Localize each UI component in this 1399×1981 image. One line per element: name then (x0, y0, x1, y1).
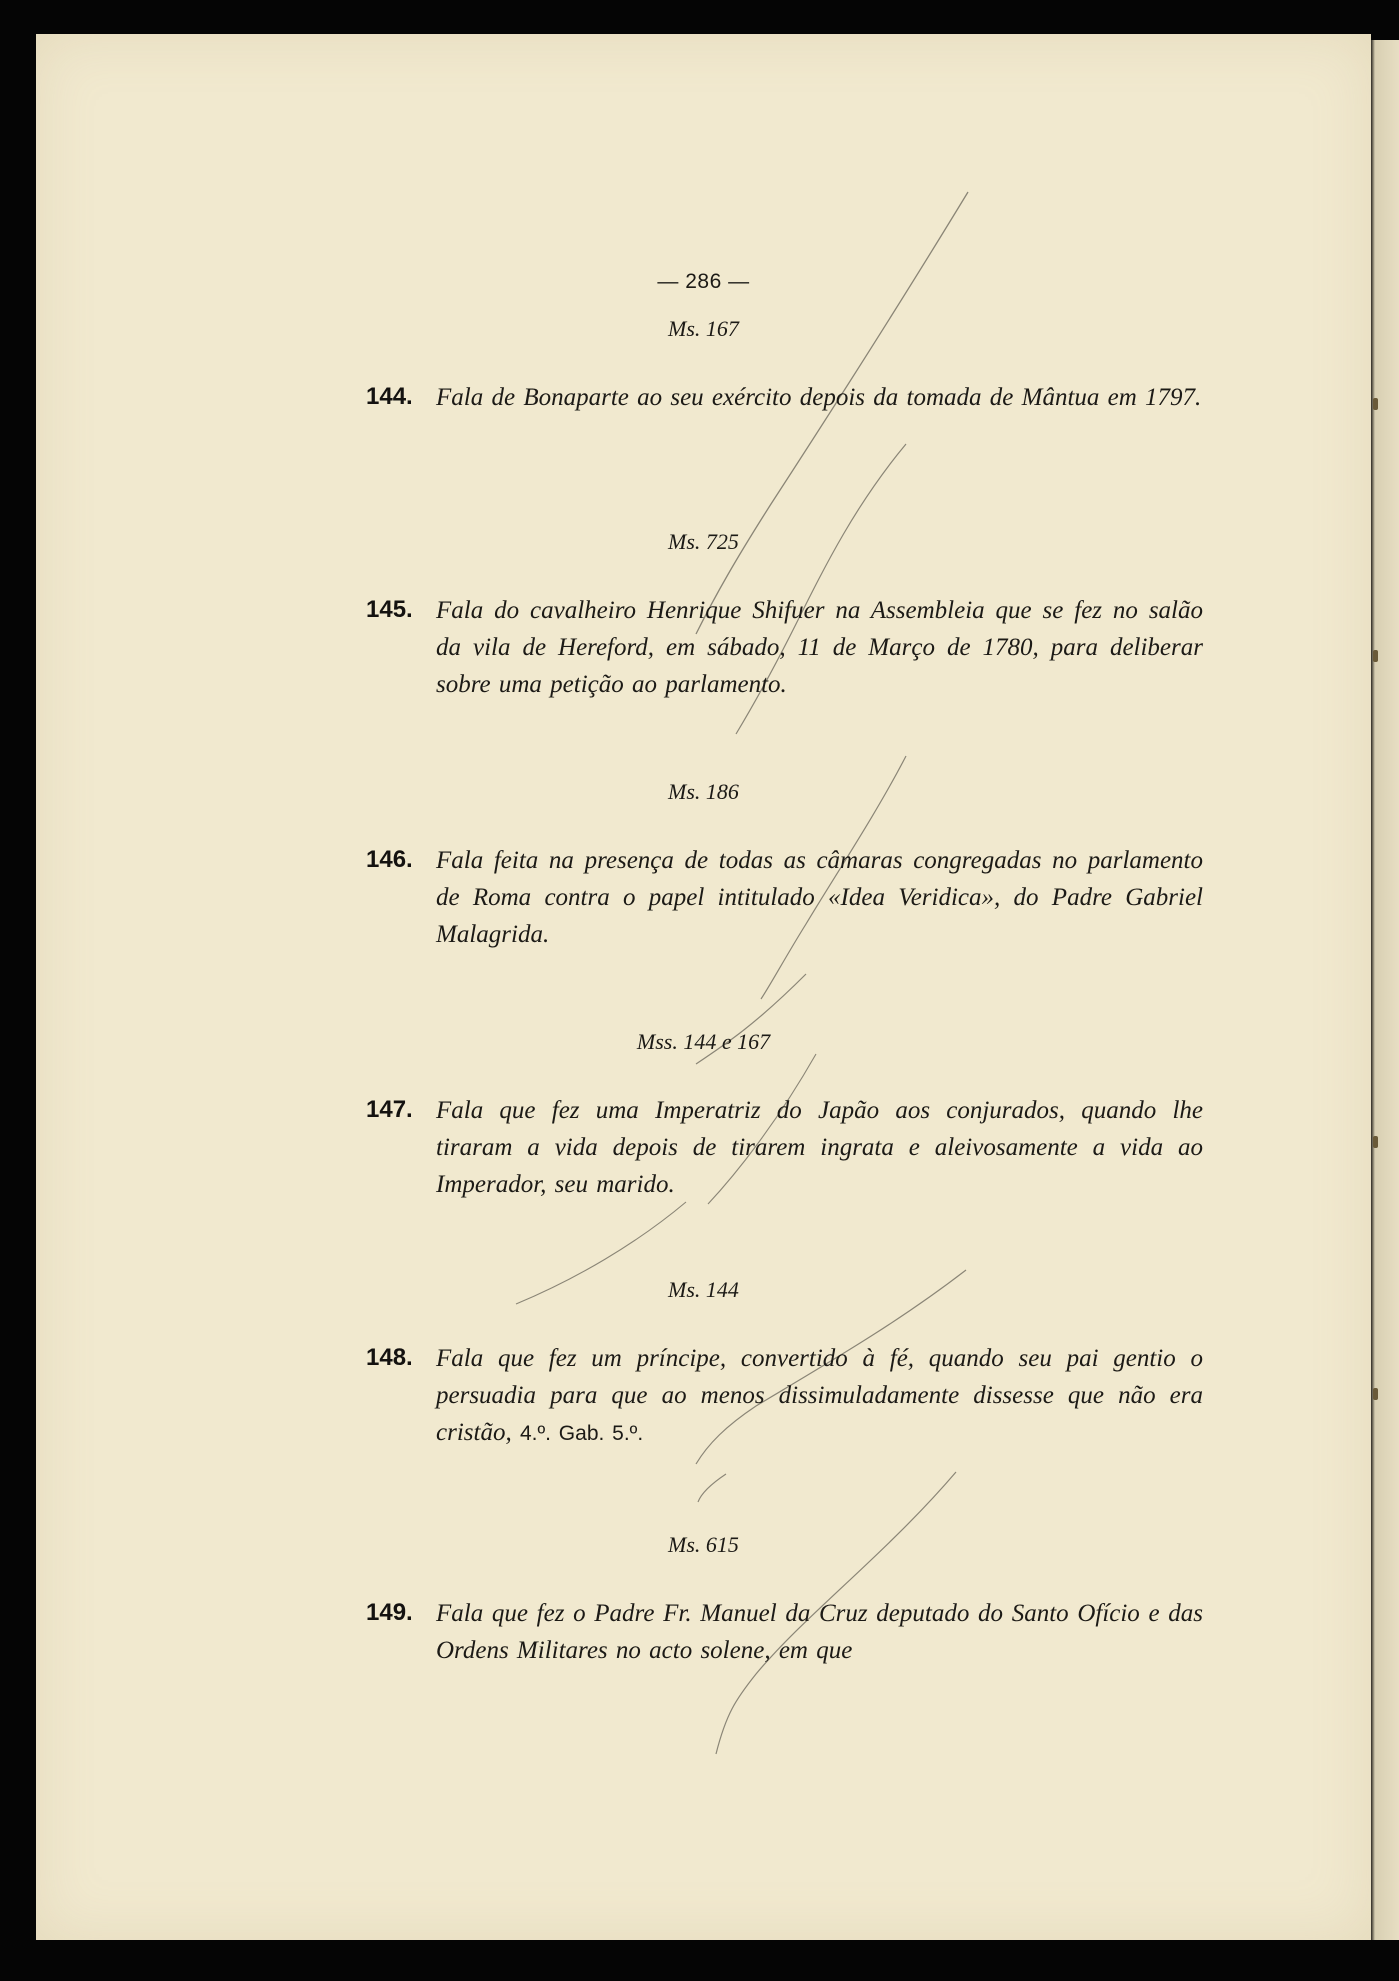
entry-description (436, 1340, 1203, 1452)
adjacent-page-edge (1371, 40, 1399, 1940)
entry-description: Fala que fez uma Imperatriz do Japão aos conjurados, quando lhe tiraram a vida depois de tirarem ingrata e aleivosamente a vida ao Imperador, seu marido. (436, 1097, 1203, 1198)
entry-description-text: Fala que fez um príncipe, convertido à fé, quando seu pai gentio o persuadia para que ao menos dissimuladamente dissesse que não era cristão, (436, 1345, 1203, 1446)
entry-source-149: Ms. 615 (668, 1532, 739, 1557)
page-sheet (36, 34, 1371, 1940)
entry-source-144: Ms. 167 (668, 316, 739, 341)
entry-source-145: Ms. 725 (668, 529, 739, 554)
edge-mark (1373, 650, 1378, 662)
edge-mark (1373, 1388, 1378, 1400)
entry-number: 148. (366, 1344, 413, 1371)
entry-source-147: Mss. 144 e 167 (636, 1029, 771, 1054)
entry-source-148: Ms. 144 (668, 1277, 739, 1302)
edge-mark (1373, 398, 1378, 410)
entry-description: Fala feita na presença de todas as câmaras congregadas no parlamento de Roma contra o papel intitulado «Idea Veridica», do Padre Gabriel Malagrida. (436, 847, 1203, 948)
entry-number: 144. (366, 383, 413, 410)
entry-number: 146. (366, 846, 413, 873)
pencil-line (698, 1474, 726, 1502)
entry-number: 149. (366, 1599, 413, 1626)
entry-source-146: Ms. 186 (668, 779, 739, 804)
page-folio: — 286 — (657, 270, 750, 293)
edge-mark (1373, 1136, 1378, 1148)
entry-description: Fala do cavalheiro Henrique Shifuer na Assembleia que se fez no salão da vila de Hereford, em sábado, 11 de Março de 1780, para deliberar sobre uma petição ao parlamento. (436, 597, 1203, 698)
entry-shelfmark: 4.º. Gab. 5.º. (519, 1422, 644, 1445)
entry-description: Fala que fez o Padre Fr. Manuel da Cruz deputado do Santo Ofício e das Ordens Militares no acto solene, em que (436, 1600, 1203, 1664)
entry-number: 145. (366, 596, 413, 623)
entry-number: 147. (366, 1096, 413, 1123)
entry-description: Fala de Bonaparte ao seu exército depois da tomada de Mântua em 1797. (436, 384, 1202, 411)
